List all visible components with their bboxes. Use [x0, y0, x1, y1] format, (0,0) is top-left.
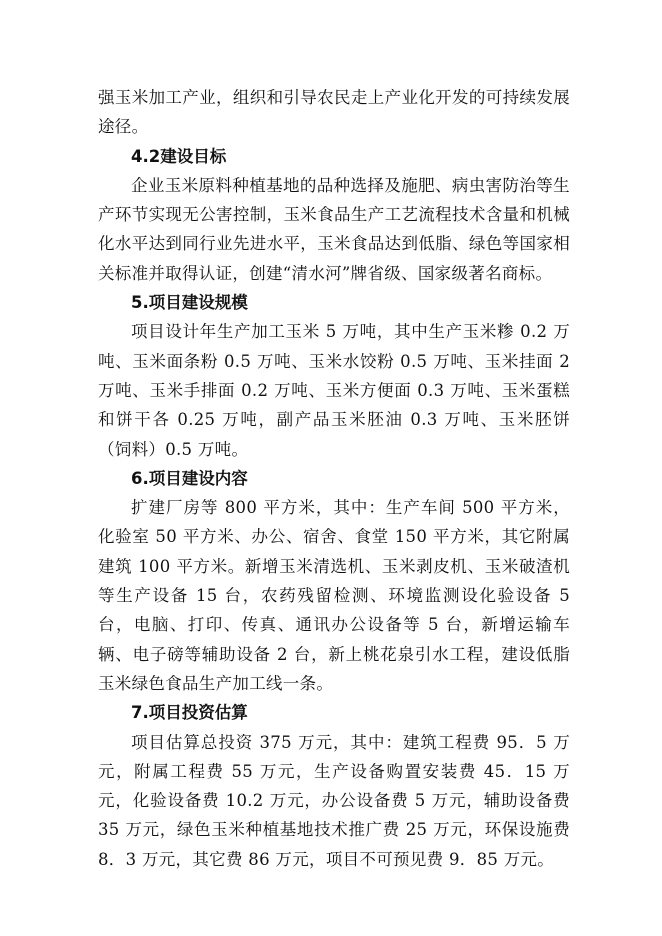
- section-heading-project-scale: 5.项目建设规模: [131, 293, 248, 313]
- document-body: [98, 83, 570, 874]
- intro-paragraph-tail: 强玉米加工产业，组织和引导农民走上产业化开发的可持续发展途径。: [98, 88, 570, 137]
- section-heading-investment-estimate: 7.项目投资估算: [131, 703, 248, 723]
- section-body-project-scale: 项目设计年生产加工玉米 5 万吨，其中生产玉米糁 0.2 万吨、玉米面条粉 0.5 万吨、玉米水饺粉 0.5 万吨、玉米挂面 2 万吨、玉米手排面 0.2 万吨、玉米方便面 0.3 万吨、玉米蛋糕和饼干各 0.25 万吨，副产品玉米胚油 0.3 万吨、玉米胚饼（饲料）0.5 万吨。: [98, 322, 570, 459]
- section-body-construction-goals: 企业玉米原料种植基地的品种选择及施肥、病虫害防治等生产环节实现无公害控制，玉米食品生产工艺流程技术含量和机械化水平达到同行业先进水平，玉米食品达到低脂、绿色等国家相关标准并取得认证，创建“清水河”牌省级、国家级著名商标。: [98, 175, 570, 283]
- section-body-investment-estimate: 项目估算总投资 375 万元，其中：建筑工程费 95．5 万元，附属工程费 55 万元，生产设备购置安装费 45．15 万元，化验设备费 10.2 万元，办公设备费 5 万元，辅助设备费 35 万元，绿色玉米种植基地技术推广费 25 万元，环保设施费 8．3 万元，其它费 86 万元，项目不可预见费 9．85 万元。: [98, 732, 570, 869]
- section-body-project-content: 扩建厂房等 800 平方米，其中：生产车间 500 平方米，化验室 50 平方米、办公、宿舍、食堂 150 平方米，其它附属建筑 100 平方米。新增玉米清选机、玉米剥皮机、玉米破渣机等生产设备 15 台，农药残留检测、环境监测设化验设备 5 台，电脑、打印、传真、通讯办公设备等 5 台，新增运输车辆、电子磅等辅助设备 2 台，新上桃花泉引水工程，建设低脂玉米绿色食品生产加工线一条。: [98, 498, 570, 693]
- section-heading-project-content: 6.项目建设内容: [131, 468, 248, 488]
- section-heading-construction-goals: 4.2建设目标: [131, 146, 227, 166]
